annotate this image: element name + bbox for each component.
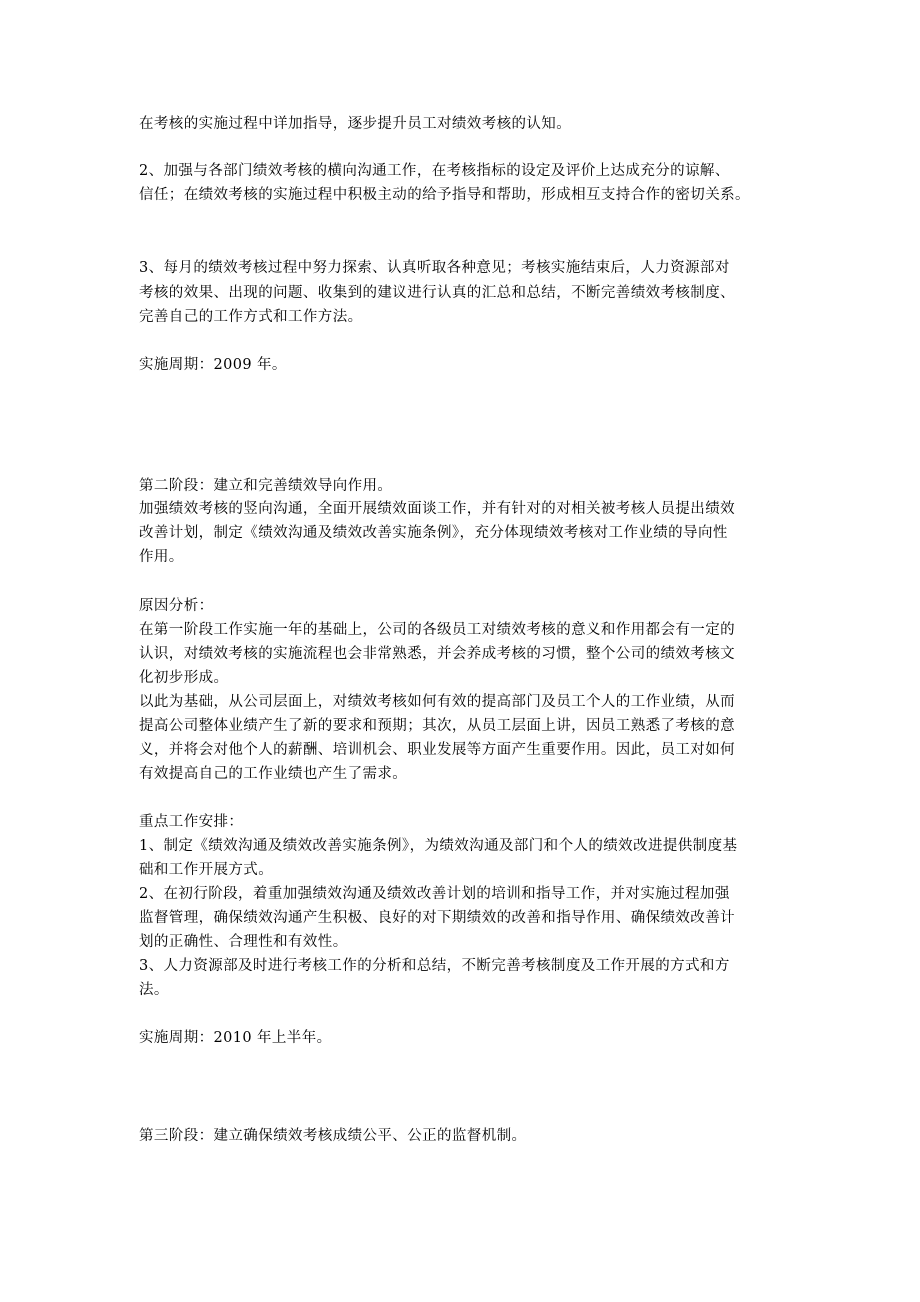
paragraph-line: 完善自己的工作方式和工作方法。 bbox=[139, 309, 363, 325]
paragraph-line: 实施周期：2009 年。 bbox=[139, 357, 287, 373]
paragraph-line: 改善计划，制定《绩效沟通及绩效改善实施条例》，充分体现绩效考核对工作业绩的导向性 bbox=[139, 525, 728, 541]
paragraph-line: 划的正确性、合理性和有效性。 bbox=[139, 934, 348, 950]
paragraph-line: 1、制定《绩效沟通及绩效改善实施条例》，为绩效沟通及部门和个人的绩效改进提供制度基 bbox=[139, 838, 738, 854]
paragraph-line: 2、在初行阶段，着重加强绩效沟通及绩效改善计划的培训和指导工作，并对实施过程加强 bbox=[139, 886, 730, 902]
subheading: 原因分析： bbox=[139, 598, 214, 614]
paragraph-line: 认识，对绩效考核的实施流程也会非常熟悉，并会养成考核的习惯，整个公司的绩效考核文 bbox=[139, 646, 735, 662]
paragraph-line: 在第一阶段工作实施一年的基础上，公司的各级员工对绩效考核的意义和作用都会有一定的 bbox=[139, 622, 735, 638]
paragraph-line: 2、加强与各部门绩效考核的横向沟通工作，在考核指标的设定及评价上达成充分的谅解、 bbox=[139, 163, 730, 179]
paragraph-line: 义，并将会对他个人的薪酬、培训机会、职业发展等方面产生重要作用。因此，员工对如何 bbox=[139, 742, 735, 758]
paragraph-line: 础和工作开展方式。 bbox=[139, 862, 274, 878]
subheading: 重点工作安排： bbox=[139, 814, 244, 830]
paragraph-line: 法。 bbox=[139, 982, 169, 998]
paragraph-line: 提高公司整体业绩产生了新的要求和预期；其次，从员工层面上讲，因员工熟悉了考核的意 bbox=[139, 718, 735, 734]
paragraph-line: 化初步形成。 bbox=[139, 670, 229, 686]
paragraph-line: 考核的效果、出现的问题、收集到的建议进行认真的汇总和总结，不断完善绩效考核制度、 bbox=[139, 285, 735, 301]
paragraph-line: 监督管理，确保绩效沟通产生积极、良好的对下期绩效的改善和指导作用、确保绩效改善计 bbox=[139, 910, 735, 926]
paragraph-line: 加强绩效考核的竖向沟通，全面开展绩效面谈工作，并有针对的对相关被考核人员提出绩效 bbox=[139, 501, 735, 517]
section-heading: 第三阶段：建立确保绩效考核成绩公平、公正的监督机制。 bbox=[139, 1128, 527, 1144]
paragraph-line: 3、每月的绩效考核过程中努力探索、认真听取各种意见；考核实施结束后，人力资源部对 bbox=[139, 260, 730, 276]
paragraph-line: 以此为基础，从公司层面上，对绩效考核如何有效的提高部门及员工个人的工作业绩，从而 bbox=[139, 694, 735, 710]
paragraph-line: 3、人力资源部及时进行考核工作的分析和总结，不断完善考核制度及工作开展的方式和方 bbox=[139, 958, 730, 974]
section-heading: 第二阶段：建立和完善绩效导向作用。 bbox=[139, 478, 393, 494]
paragraph-line: 作用。 bbox=[139, 549, 184, 565]
paragraph-line: 在考核的实施过程中详加指导，逐步提升员工对绩效考核的认知。 bbox=[139, 116, 572, 132]
paragraph-line: 实施周期：2010 年上半年。 bbox=[139, 1030, 332, 1046]
paragraph-line: 信任；在绩效考核的实施过程中积极主动的给予指导和帮助，形成相互支持合作的密切关系。 bbox=[139, 187, 750, 203]
paragraph-line: 有效提高自己的工作业绩也产生了需求。 bbox=[139, 766, 408, 782]
